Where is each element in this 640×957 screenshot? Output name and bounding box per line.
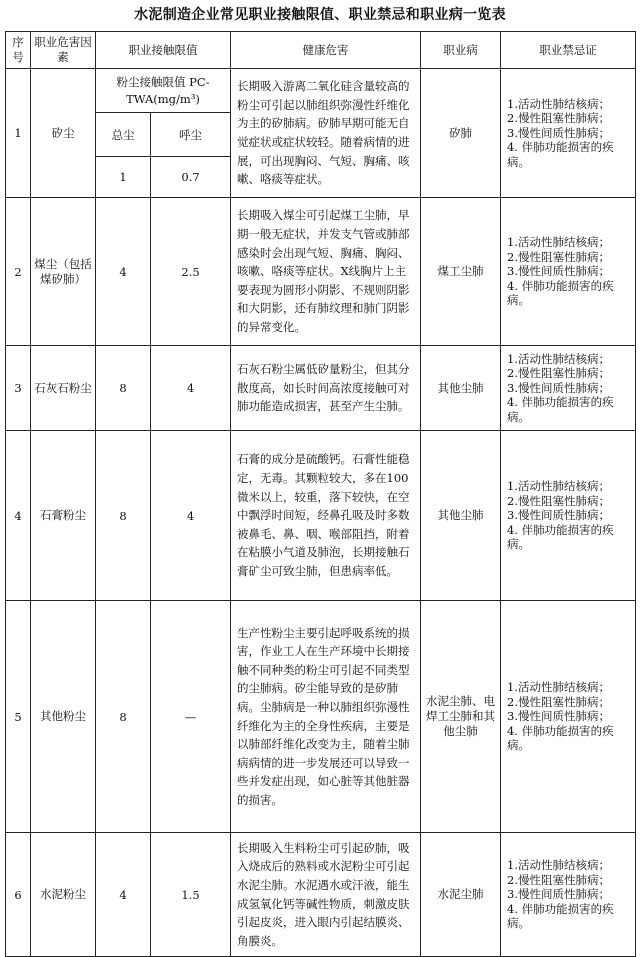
row-harm: 长期吸入生料粉尘可引起矽肺，吸入烧成后的熟料或水泥粉尘可引起水泥尘肺。水泥遇水或汗液，能生成氢氧化钙等碱性物质，刺激皮肤引起皮炎，进入眼内引起结膜炎、角膜炎。 — [231, 833, 421, 957]
row-disease: 其他尘肺 — [421, 431, 501, 601]
row-disease: 水泥尘肺 — [421, 833, 501, 957]
row-total-limit: 8 — [96, 346, 151, 431]
page-title: 水泥制造企业常见职业接触限值、职业禁忌和职业病一览表 — [134, 7, 506, 23]
table-row — [6, 833, 636, 957]
row-disease: 水泥尘肺、电焊工尘肺和其他尘肺 — [421, 601, 501, 833]
row-resp-limit: 2.5 — [151, 198, 231, 346]
header-disease: 职业病 — [421, 32, 501, 69]
row-resp-limit: 1.5 — [151, 833, 231, 957]
row-resp-limit: — — [151, 601, 231, 833]
row-factor: 石膏粉尘 — [31, 431, 96, 601]
table-row — [6, 431, 636, 601]
header-row — [6, 32, 636, 69]
row-seq: 2 — [6, 198, 31, 346]
row-seq: 1 — [6, 69, 31, 198]
row-harm: 生产性粉尘主要引起呼吸系统的损害，作业工人在生产环境中长期接触不同种类的粉尘可引起不同类型的尘肺病。矽尘能导致的是矽肺病。尘肺病是一种以肺组织弥漫性纤维化为主的全身性疾病，主要是以肺部纤维化改变为主，随着尘肺病病情的进一步发展还可以导致一些并发症出现，如心脏等其他脏器的损害。 — [231, 601, 421, 833]
header-factor: 职业危害因素 — [31, 32, 96, 69]
table-row — [6, 346, 636, 431]
row-resp-limit: 4 — [151, 431, 231, 601]
row-harm: 长期吸入煤尘可引起煤工尘肺，早期一般无症状，并发支气管或肺部感染时会出现气短、胸痛、胸闷、咳嗽、咯痰等症状。X线胸片上主要表现为圆形小阴影、不规则阴影和大阴影，还有肺纹理和肺门阴影的异常变化。 — [231, 198, 421, 346]
occupational-hazard-table — [5, 31, 636, 957]
row-seq: 6 — [6, 833, 31, 957]
row-contra: 1.活动性肺结核病； 2.慢性阻塞性肺病； 3.慢性间质性肺病； 4. 伴肺功能损害的疾 病。 — [501, 601, 636, 833]
row-factor: 其他粉尘 — [31, 601, 96, 833]
row-harm: 石膏的成分是硫酸钙。石膏性能稳定，无毒。其颗粒较大，多在100微米以上，较重，落下较快，在空中飘浮时间短，经鼻孔吸及时多数被鼻毛、鼻、咽、喉部阻挡，附着在粘膜小气道及肺泡，长期接触石膏矿尘可致尘肺，但患病率低。 — [231, 431, 421, 601]
row-resp-limit: 4 — [151, 346, 231, 431]
row-total-limit: 8 — [96, 431, 151, 601]
row-contra: 1.活动性肺结核病； 2.慢性阻塞性肺病； 3.慢性间质性肺病； 4. 伴肺功能损害的疾 病。 — [501, 346, 636, 431]
row-harm: 石灰石粉尘属低矽量粉尘，但其分散度高，如长时间高浓度接触可对肺功能造成损害，甚至产生尘肺。 — [231, 346, 421, 431]
header-contra: 职业禁忌证 — [501, 32, 636, 69]
row-disease: 矽肺 — [421, 69, 501, 198]
row-contra: 1.活动性肺结核病； 2.慢性阻塞性肺病； 3.慢性间质性肺病； 4. 伴肺功能损害的疾 病。 — [501, 833, 636, 957]
header-limit: 职业接触限值 — [96, 32, 231, 69]
row-disease: 其他尘肺 — [421, 346, 501, 431]
header-seq: 序号 — [6, 32, 31, 69]
header-harm: 健康危害 — [231, 32, 421, 69]
table-row — [6, 198, 636, 346]
limit-subheader: 粉尘接触限值 PC-TWA(mg/m³) — [96, 69, 231, 113]
row-contra: 1.活动性肺结核病； 2.慢性阻塞性肺病； 3.慢性间质性肺病； 4. 伴肺功能损害的疾 病。 — [501, 198, 636, 346]
row-total-limit: 8 — [96, 601, 151, 833]
row-total-limit: 1 — [96, 157, 151, 198]
row-contra: 1.活动性肺结核病； 2.慢性阻塞性肺病； 3.慢性间质性肺病； 4. 伴肺功能损害的疾 病。 — [501, 431, 636, 601]
row-disease: 煤工尘肺 — [421, 198, 501, 346]
row-seq: 4 — [6, 431, 31, 601]
row-seq: 3 — [6, 346, 31, 431]
row-harm: 长期吸入游离二氧化硅含量较高的粉尘可引起以肺组织弥漫性纤维化为主的矽肺病。矽肺早期可能无自觉症状或症状较轻。随着病情的进展，可出现胸闷、气短、胸痛、咳嗽、咯痰等症状。 — [231, 69, 421, 198]
row-total-limit: 4 — [96, 198, 151, 346]
row-factor: 矽尘 — [31, 69, 96, 198]
table-row — [6, 69, 636, 113]
row-factor: 煤尘（包括煤矽肺） — [31, 198, 96, 346]
subheader-total-dust: 总尘 — [96, 113, 151, 157]
subheader-respirable-dust: 呼尘 — [151, 113, 231, 157]
row-resp-limit: 0.7 — [151, 157, 231, 198]
row-factor: 水泥粉尘 — [31, 833, 96, 957]
table-row — [6, 601, 636, 833]
row-total-limit: 4 — [96, 833, 151, 957]
row-factor: 石灰石粉尘 — [31, 346, 96, 431]
row-contra: 1.活动性肺结核病； 2.慢性阻塞性肺病； 3.慢性间质性肺病； 4. 伴肺功能损害的疾 病。 — [501, 69, 636, 198]
row-seq: 5 — [6, 601, 31, 833]
